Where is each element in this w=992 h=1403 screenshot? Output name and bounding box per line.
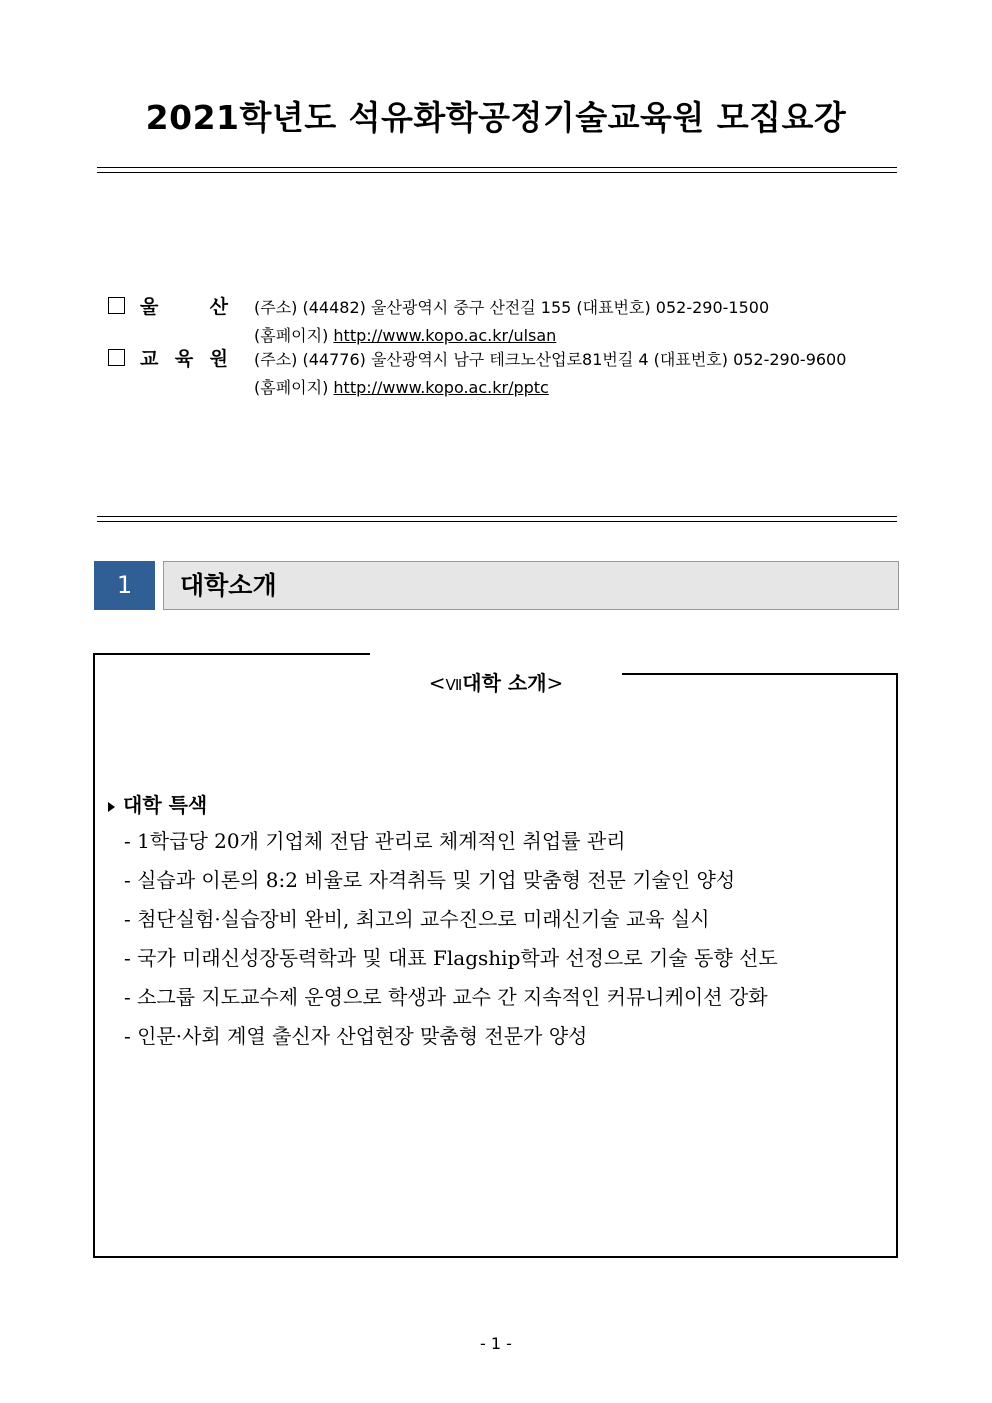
homepage-label: (홈페이지)	[254, 378, 329, 397]
box-border-bottom	[93, 1256, 898, 1258]
box-border-left	[93, 653, 95, 1257]
homepage-label: (홈페이지)	[254, 326, 329, 345]
document-title: 2021학년도 석유화학공정기술교육원 모집요강	[145, 98, 847, 137]
box-border-right	[896, 673, 898, 1257]
homepage-link-center[interactable]: http://www.kopo.ac.kr/pptc	[333, 378, 549, 397]
bullet-triangle-icon	[108, 802, 115, 812]
feature-list	[124, 827, 778, 1061]
section-header	[163, 561, 899, 610]
list-item: - 국가 미래신성장동력학과 및 대표 Flagship학과 선정으로 기술 동향 선도	[124, 946, 778, 970]
list-item: - 첨단실험·실습장비 완비, 최고의 교수진으로 미래신기술 교육 실시	[124, 907, 710, 931]
contact-label: 울 산	[140, 296, 228, 318]
feature-heading: 대학 특색	[108, 789, 207, 818]
intro-box-title: <Ⅶ대학 소개>	[428, 671, 564, 695]
page-number: - 1 -	[480, 1334, 512, 1353]
title-divider	[97, 167, 897, 173]
box-border-top-left	[93, 653, 370, 655]
list-item: - 소그룹 지도교수제 운영으로 학생과 교수 간 지속적인 커뮤니케이션 강화	[124, 985, 768, 1009]
section-title: 대학소개	[180, 571, 277, 600]
list-item: - 인문·사회 계열 출신자 산업현장 맞춤형 전문가 양성	[124, 1024, 588, 1048]
section-number: 1	[94, 561, 155, 610]
contact-divider	[97, 516, 897, 522]
contact-label: 교 육 원	[140, 348, 228, 370]
contact-address: (주소) (44776) 울산광역시 남구 테크노산업로81번길 4 (대표번호) 052-290-9600	[254, 350, 847, 369]
box-border-top-right	[622, 673, 898, 675]
list-item: - 실습과 이론의 8:2 비율로 자격취득 및 기업 맞춤형 전문 기술인 양성	[124, 868, 736, 892]
list-item: - 1학급당 20개 기업체 전담 관리로 체계적인 취업률 관리	[124, 829, 626, 853]
contact-address: (주소) (44482) 울산광역시 중구 산전길 155 (대표번호) 052-290-1500	[254, 298, 770, 317]
roman-numeral: Ⅶ	[445, 676, 463, 694]
checkbox-square-icon	[108, 349, 125, 366]
checkbox-square-icon	[108, 297, 125, 314]
homepage-link-ulsan[interactable]: http://www.kopo.ac.kr/ulsan	[333, 326, 557, 345]
